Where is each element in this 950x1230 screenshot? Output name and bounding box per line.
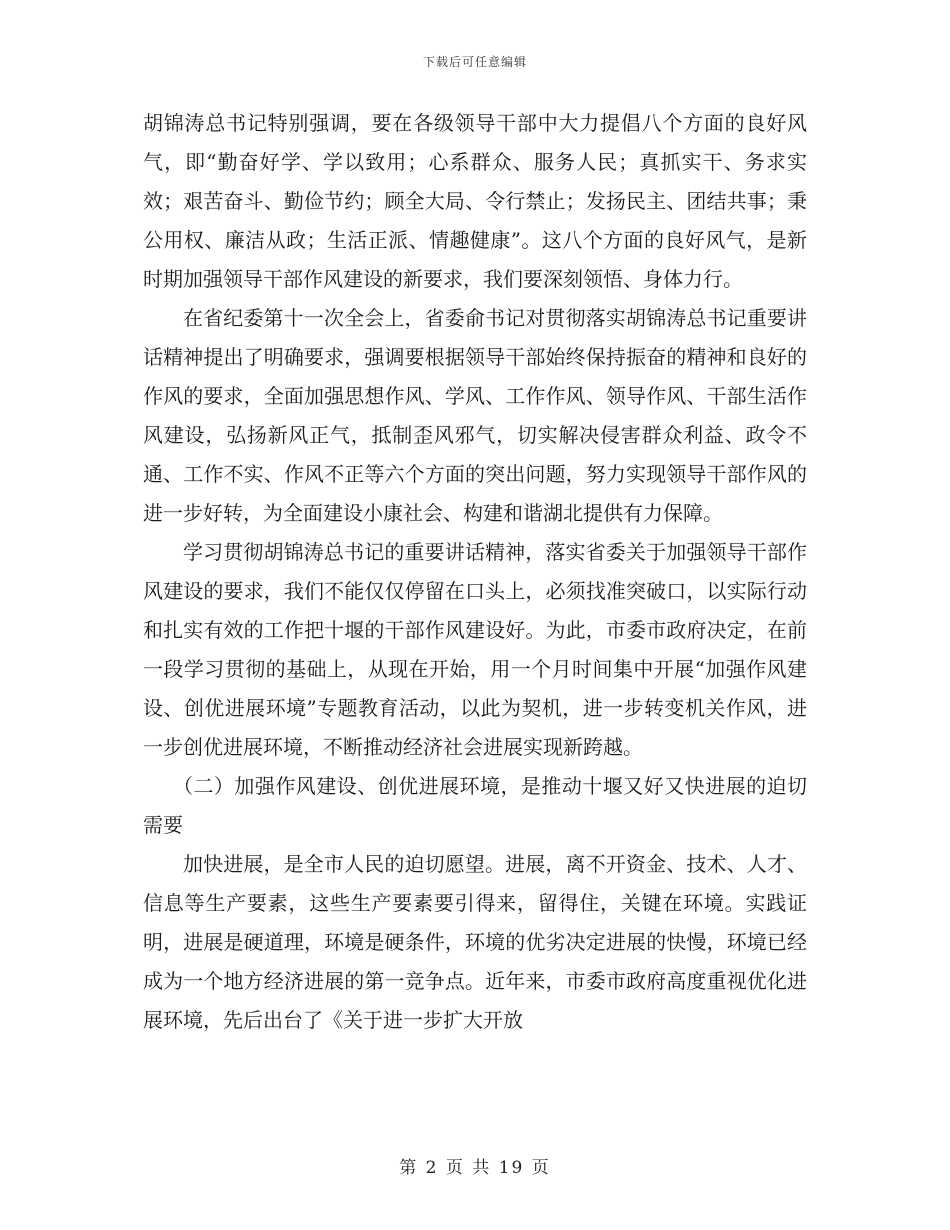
paragraph-accelerate-development: 加快进展，是全市人民的迫切愿望。进展，离不开资金、技术、人才、信息等生产要素，这些生产要素要引得来，留得住，关键在环境。实践证明，进展是硬道理，环境是硬条件，环境的优劣决定进展的快慢，环境已经成为一个地方经济进展的第一竞争点。近年来，市委市政府高度重视优化进展环境，先后出台了《关于进一步扩大开放	[143, 852, 807, 1032]
page-header-note: 下载后可任意编辑	[422, 55, 527, 69]
section-heading-2: （二）加强作风建设、创优进展环境，是推动十堰又好又快进展的迫切需要	[143, 774, 807, 837]
paragraph-study-implement: 学习贯彻胡锦涛总书记的重要讲话精神，落实省委关于加强领导干部作风建设的要求，我们不能仅仅停留在口头上，必须找准突破口，以实际行动和扎实有效的工作把十堰的干部作风建设好。为此，市委市政府决定，在前一段学习贯彻的基础上，从现在开始，用一个月时间集中开展“加强作风建设、创优进展环境”专题教育活动，以此为契机，进一步转变机关作风，进一步创优进展环境，不断推动经济社会进展实现新跨越。	[143, 540, 807, 759]
page-number-footer: 第 2 页 共 19 页	[399, 1158, 551, 1178]
paragraph-provincial-plenary: 在省纪委第十一次全会上，省委俞书记对贯彻落实胡锦涛总书记重要讲话精神提出了明确要求，强调要根据领导干部始终保持振奋的精神和良好的作风的要求，全面加强思想作风、学风、工作作风、领导作风、干部生活作风建设，弘扬新风正气，抵制歪风邪气，切实解决侵害群众利益、政令不通、工作不实、作风不正等六个方面的突出问题，努力实现领导干部作风的进一步好转，为全面建设小康社会、构建和谐湖北提供有力保障。	[143, 306, 807, 525]
document-body	[143, 104, 807, 1040]
paragraph-eight-good-styles: 胡锦涛总书记特别强调，要在各级领导干部中大力提倡八个方面的良好风气，即“勤奋好学、学以致用；心系群众、服务人民；真抓实干、务求实效；艰苦奋斗、勤俭节约；顾全大局、令行禁止；发扬民主、团结共事；秉公用权、廉洁从政；生活正派、情趣健康”。这八个方面的良好风气，是新时期加强领导干部作风建设的新要求，我们要深刻领悟、身体力行。	[143, 111, 807, 291]
